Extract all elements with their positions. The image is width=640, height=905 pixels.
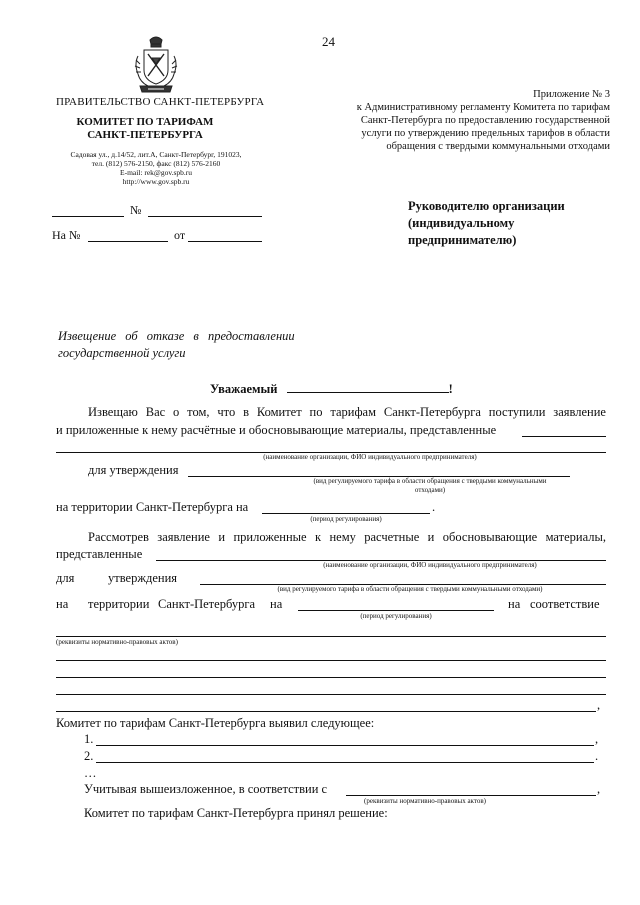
presented-field [522, 436, 606, 437]
greeting-end: ! [448, 382, 453, 396]
period-field [262, 513, 430, 514]
caption-acts: (реквизиты нормативно-правовых актов) [56, 638, 178, 646]
recipient-line: предпринимателю) [408, 233, 517, 247]
recipient-line: Руководителю организации [408, 199, 565, 213]
considering-text: Учитывая вышеизложенное, в соответствии с [84, 782, 328, 796]
committee-line: КОМИТЕТ ПО ТАРИФАМ [76, 116, 214, 128]
territory-2-w6: соответствие [530, 597, 600, 611]
address-line: E-mail: rek@gov.spb.ru [119, 168, 193, 177]
territory-end: . [432, 500, 436, 514]
acts-field-line [56, 711, 596, 712]
acts-field-2 [346, 795, 596, 796]
territory-2-w2: территории [88, 597, 150, 611]
ellipsis: … [84, 766, 97, 780]
acts-field [56, 636, 606, 637]
appendix-line: обращения с твердыми коммунальными отходами [386, 141, 610, 152]
territory-label: на территории Санкт-Петербурга на [56, 500, 249, 514]
reg-number-line [148, 216, 262, 217]
item-2-label: 2. [84, 749, 94, 763]
item-1-label: 1. [84, 732, 94, 746]
appendix-title: Приложение № 3 [533, 89, 610, 100]
caption-tariff-line: отходами) [414, 486, 446, 494]
decided-text: Комитет по тарифам Санкт-Петербурга принял решение: [84, 806, 388, 820]
reply-number-line [88, 241, 168, 242]
recipient-line: (индивидуальному [408, 216, 515, 230]
considering-comma: , [597, 782, 601, 796]
government-name: ПРАВИТЕЛЬСТВО САНКТ-ПЕТЕРБУРГА [56, 96, 265, 108]
address-line: http://www.gov.spb.ru [122, 177, 190, 186]
acts-field-line [56, 694, 606, 695]
approval-label: утверждения [108, 571, 178, 585]
territory-2-w4: на [270, 597, 283, 611]
notice-title [58, 328, 328, 362]
paragraph-1-line-1: Извещаю Вас о том, что в Комитет по тарифам Санкт-Петербурга поступили заявление [88, 405, 606, 419]
committee-line: САНКТ-ПЕТЕРБУРГА [87, 129, 203, 141]
appendix-line: Санкт-Петербурга по предоставлению государственной [360, 115, 610, 126]
period-field-2 [298, 610, 494, 611]
appendix-block [320, 88, 610, 153]
presented-label: представленные [56, 547, 143, 561]
paragraph-2-line-1: Рассмотрев заявление и приложенные к нему расчетные и обосновывающие материалы, [88, 530, 606, 544]
caption-period: (период регулирования) [310, 515, 382, 523]
for-label: для [56, 571, 75, 585]
page-number: 24 [322, 34, 335, 49]
item-1-comma: , [595, 732, 599, 746]
for-approval-label: для утверждения [88, 463, 179, 477]
appendix-line: к Административному регламенту Комитета по тарифам [356, 102, 610, 113]
item-2-field [96, 762, 594, 763]
caption-period-2: (период регулирования) [360, 612, 432, 620]
reg-number-sign: № [130, 203, 142, 217]
notice-line: государственной услуги [58, 346, 186, 360]
territory-2-w1: на [56, 597, 69, 611]
address-line: Садовая ул., д.14/52, лит.А, Санкт-Петербург, 191023, [70, 150, 242, 159]
caption-tariff-2: (вид регулируемого тарифа в области обращения с твердыми коммунальными отходами) [277, 585, 543, 593]
reply-on-no: На № [52, 228, 81, 242]
revealed-text: Комитет по тарифам Санкт-Петербурга выявил следующее: [56, 716, 375, 730]
caption-org-2: (наименование организации, ФИО индивидуального предпринимателя) [323, 561, 537, 569]
appendix-line: услуги по утверждению предельных тарифов в области [361, 128, 610, 139]
caption-org: (наименование организации, ФИО индивидуального предпринимателя) [263, 453, 477, 461]
caption-tariff [250, 477, 610, 495]
greeting-word: Уважаемый [210, 382, 278, 396]
item-2-dot: . [595, 749, 599, 763]
acts-comma: , [597, 698, 601, 712]
coat-of-arms-icon [130, 34, 182, 96]
committee-name [60, 116, 230, 142]
acts-field-line [56, 677, 606, 678]
recipient-block [408, 198, 608, 249]
territory-2-w5: на [508, 597, 521, 611]
paragraph-1-line-2: и приложенные к нему расчётные и обосновывающие материалы, представленные [56, 423, 497, 437]
committee-address [56, 150, 256, 186]
address-line: тел. (812) 576-2150, факс (812) 576-2160 [91, 159, 221, 168]
acts-field-line [56, 660, 606, 661]
recipient-name-field[interactable] [287, 392, 449, 393]
greeting [210, 382, 453, 397]
reg-date-line [52, 216, 124, 217]
reply-from: от [174, 228, 186, 242]
item-1-field [96, 745, 594, 746]
caption-acts-2: (реквизиты нормативно-правовых актов) [364, 797, 486, 805]
territory-2-w3: Санкт-Петербурга [158, 597, 256, 611]
caption-tariff-line: (вид регулируемого тарифа в области обращения с твердыми коммунальными [313, 477, 547, 485]
notice-line: Извещение об отказе в предоставлении [58, 329, 295, 343]
reply-date-line [188, 241, 262, 242]
